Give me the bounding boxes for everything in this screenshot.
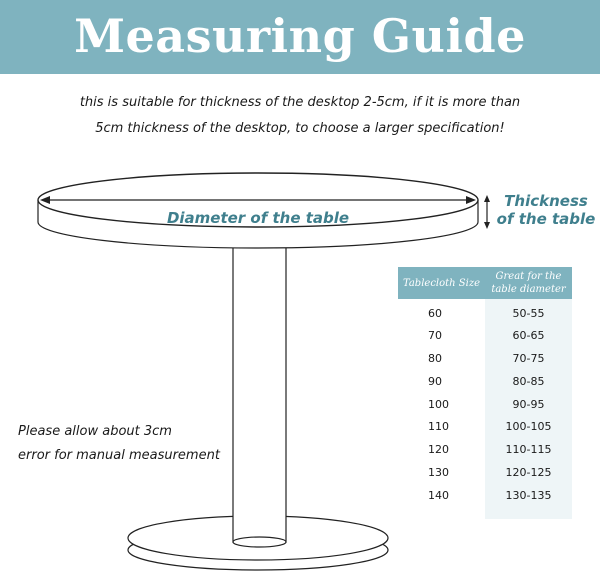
thickness-label-line-2: of the table (496, 210, 596, 228)
allowance-line-1: Please allow about 3cm (18, 424, 172, 439)
tablecloth-size-cell: 110 (428, 420, 449, 433)
tablecloth-size-cell: 120 (428, 443, 449, 456)
tablecloth-size-cell: 140 (428, 489, 449, 502)
tablecloth-size-cell: 100 (428, 398, 449, 411)
tablecloth-size-cell: 90 (428, 375, 442, 388)
allowance-line-2: error for manual measurement (18, 448, 220, 463)
table-pole (233, 240, 286, 542)
table-row (398, 462, 572, 484)
header-tablecloth-size: Tablecloth Size (402, 277, 481, 289)
table-pole-foot (233, 537, 286, 547)
tablecloth-size-cell: 80 (428, 352, 442, 365)
thickness-label (496, 192, 596, 228)
size-chart-header (398, 267, 572, 299)
thickness-arrow-bottom-head (484, 222, 490, 229)
table-diameter-cell: 130-135 (505, 489, 552, 502)
tablecloth-size-cell: 60 (428, 307, 442, 320)
table-diameter-cell: 50-55 (512, 307, 545, 320)
size-chart-table (398, 267, 572, 519)
tablecloth-size-cell: 130 (428, 466, 449, 479)
thickness-label-line-1: Thickness (504, 192, 588, 210)
table-row (398, 325, 572, 347)
table-diameter-cell: 70-75 (512, 352, 545, 365)
page-title: Measuring Guide (74, 9, 526, 63)
table-row (398, 371, 572, 393)
header-table-diameter (485, 267, 572, 299)
table-diameter-cell: 110-115 (505, 443, 552, 456)
table-row (398, 416, 572, 438)
table-row (398, 348, 572, 370)
thickness-arrow-top-head (484, 195, 490, 202)
table-row (398, 439, 572, 461)
table-row (398, 394, 572, 416)
table-diameter-cell: 60-65 (512, 329, 545, 342)
table-diameter-cell: 90-95 (512, 398, 545, 411)
header-table-diameter-line-2: table diameter (491, 284, 566, 295)
thickness-note-line-2: 5cm thickness of the desktop, to choose a larger specification! (95, 121, 505, 136)
table-diameter-cell: 80-85 (512, 375, 545, 388)
table-diameter-cell: 120-125 (505, 466, 552, 479)
thickness-note-line-1: this is suitable for thickness of the desktop 2-5cm, if it is more than (79, 95, 521, 110)
table-row (398, 303, 572, 325)
table-row (398, 485, 572, 507)
diameter-label: Diameter of the table (166, 209, 350, 227)
table-diameter-cell: 100-105 (505, 420, 552, 433)
tablecloth-size-cell: 70 (428, 329, 442, 342)
measurement-allowance-note (18, 420, 228, 468)
header-table-diameter-line-1: Great for the (495, 271, 562, 282)
